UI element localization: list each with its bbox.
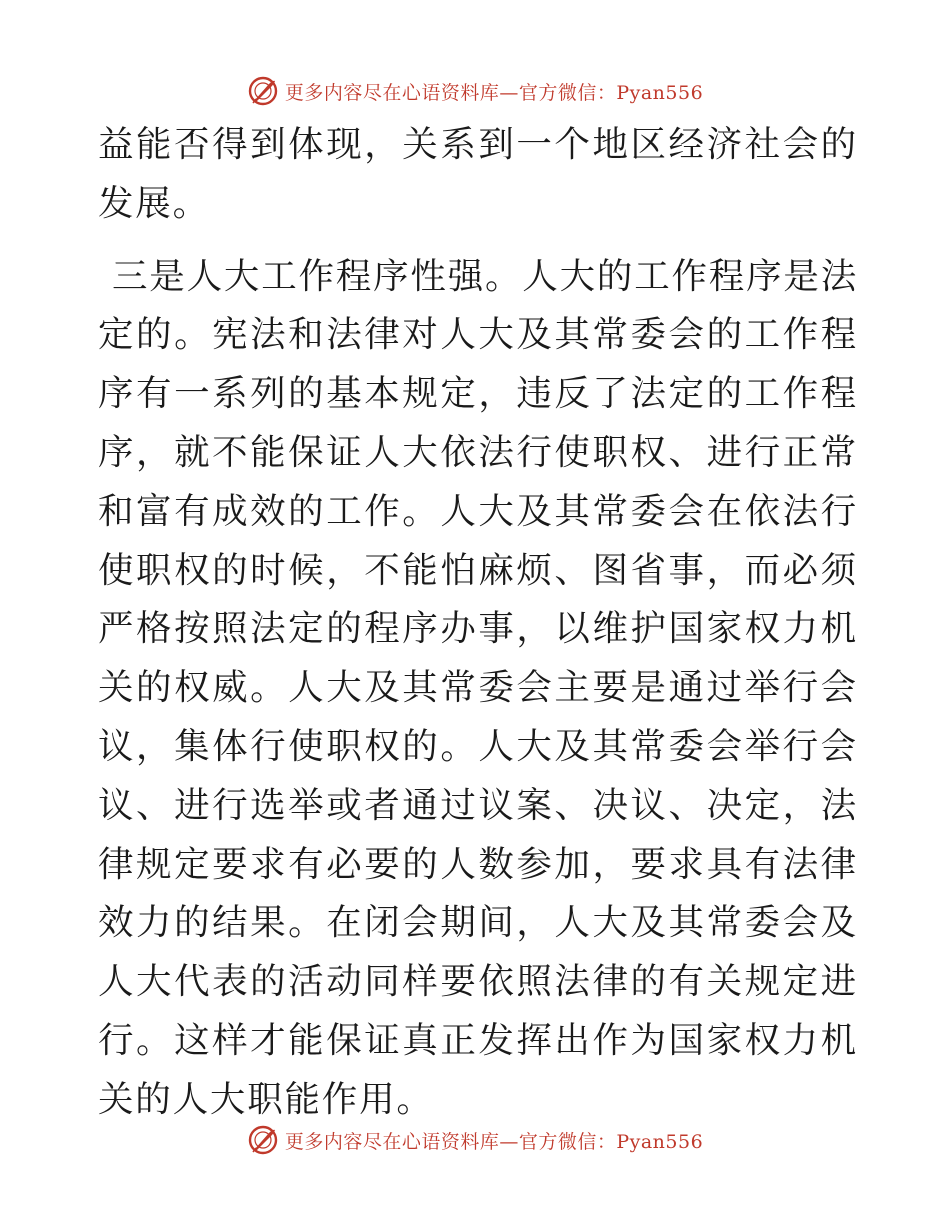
header-banner-text: 更多内容尽在心语资料库—官方微信：Pyan556 (284, 81, 704, 104)
quill-pen-logo-icon (247, 75, 279, 107)
paragraph-continuation: 益能否得到体现，关系到一个地区经济社会的发展。 (98, 124, 858, 224)
header-banner (0, 71, 950, 111)
footer-banner (0, 1120, 950, 1160)
paragraph-procedure: 三是人大工作程序性强。人大的工作程序是法定的。宪法和法律对人大及其常委会的工作程序有一系列的基本规定，违反了法定的工作程序，就不能保证人大依法行使职权、进行正常和富有成效的工作。人大及其常委会在依法行使职权的时候，不能怕麻烦、图省事，而必须严格按照法定的程序办事，以维护国家权力机关的权威。人大及其常委会主要是通过举行会议，集体行使职权的。人大及其常委会举行会议、进行选举或者通过议案、决议、决定，法律规定要求有必要的人数参加，要求具有法律效力的结果。在闭会期间，人大及其常委会及人大代表的活动同样要依照法律的有关规定进行。这样才能保证真正发挥出作为国家权力机关的人大职能作用。 (98, 255, 859, 1120)
footer-banner-text: 更多内容尽在心语资料库—官方微信：Pyan556 (284, 1130, 704, 1153)
quill-pen-logo-icon (247, 1124, 279, 1156)
document-body (98, 116, 858, 1130)
